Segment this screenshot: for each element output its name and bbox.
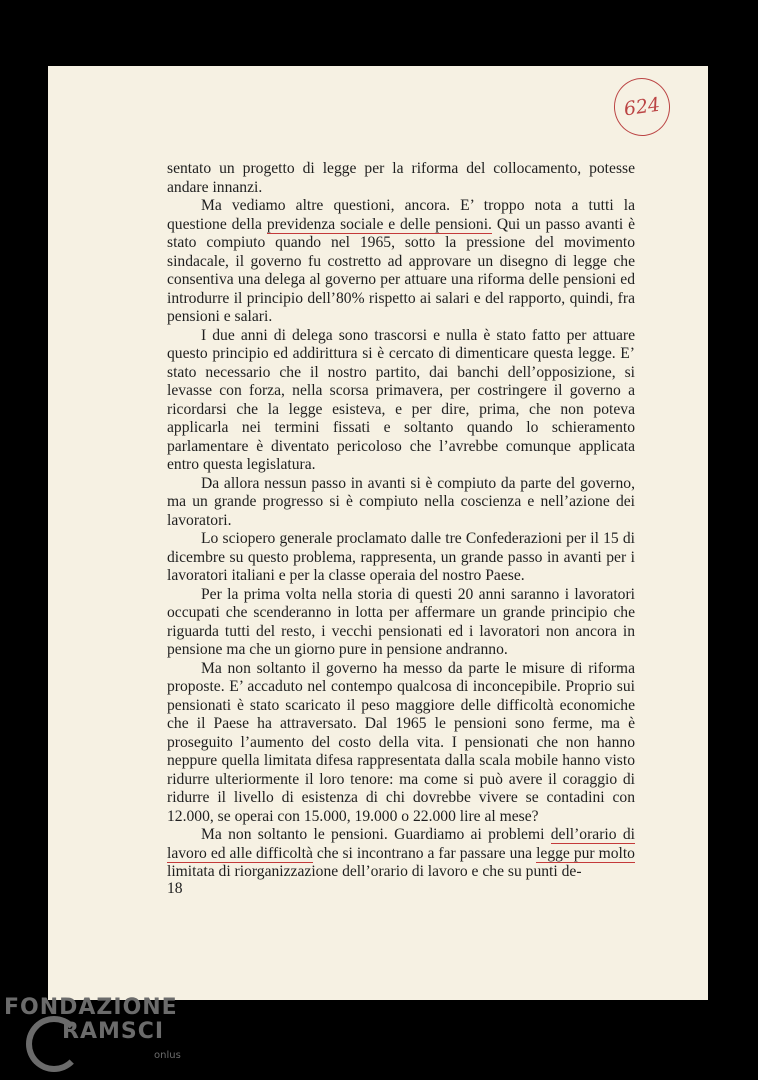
text-run: che si incontrano a far passare una [312, 844, 537, 862]
underlined-phrase: legge pur molto [536, 844, 635, 862]
text-run: Ma non soltanto le pensioni. Guardiamo ai problemi [201, 826, 551, 843]
archive-number-mark: 624 [610, 74, 674, 139]
text-run: I due anni di delega sono trascorsi e nulla è stato fatto per attuare questo principio ed addirittura si è cercato di dimenticare questa legge. E’ stato necessario che il nostro partito, dai banchi dell’opposizione, si levasse con forza, nella scorsa primavera, per costringere il governo a ricordarsi che la legge esisteva, e per dire, prima, che non poteva applicarla nei termini fissati e soltanto quando lo schieramento parlamentare è diventato pericoloso che l’avrebbe comunque applicata entro questa legislatura. [167, 326, 635, 473]
text-run: Ma non soltanto il governo ha messo da parte le misure di riforma proposte. E’ accaduto nel contempo qualcosa di inconcepibile. Proprio sui pensionati è stato scaricato il peso maggiore delle difficoltà economiche che il Paese ha attraversato. Dal 1965 le pensioni sono ferme, ma è proseguito l’aumento del costo della vita. I pensionati che non hanno neppure quella limitata difesa rappresentata dalla scala mobile hanno visto ridurre ulteriormente il loro tenore: ma come si può avere il coraggio di ridurre il livello di esistenza di chi dovrebbe vivere se contadini con 12.000, se operai con 15.000, 19.000 o 22.000 lire al mese? [167, 659, 635, 825]
paragraph [167, 160, 635, 197]
text-run: Lo sciopero generale proclamato dalle tre Confederazioni per il 15 di dicembre su questo problema, rappresenta, un grande passo in avanti per i lavoratori italiani e per la classe operaia del nostro Paese. [167, 530, 635, 584]
paragraph [167, 660, 635, 827]
text-run: sentato un progetto di legge per la riforma del collocamento, potesse andare innanzi. [167, 160, 635, 196]
page-number: 18 [167, 880, 183, 897]
paragraph [167, 586, 635, 660]
body-text [167, 160, 635, 882]
text-run: Ma vediamo altre questioni, ancora. E’ troppo nota a tutti la questione della [167, 197, 635, 233]
paragraph [167, 197, 635, 327]
paragraph [167, 826, 635, 882]
paragraph [167, 530, 635, 586]
logo-line-1: FONDAZIONE [4, 995, 178, 1020]
paragraph [167, 475, 635, 531]
underlined-phrase: previdenza sociale e delle pensioni. [266, 215, 492, 233]
text-run: Per la prima volta nella storia di questi 20 anni saranno i lavoratori occupati che scenderanno in lotta per affermare un grande principio che riguarda tutti del resto, i vecchi pensionati ed i lavoratori non ancora in pensione ma che un giorno pure in pensione andranno. [167, 585, 635, 658]
text-run: Qui un passo avanti è stato compiuto quando nel 1965, sotto la pressione del movimento sindacale, il governo fu costretto ad approvare un disegno di legge che consentiva una delega al governo per attuare una riforma delle pensioni ed introdurre il principio dell’80% rispetto ai salari e del rapporto, quindi, fra pensioni e salari. [167, 215, 635, 325]
logo-line-2 [62, 1020, 178, 1044]
paragraph [167, 327, 635, 475]
logo-line-2-text: RAMSCI [62, 1019, 165, 1044]
fondazione-gramsci-logo [4, 995, 181, 1061]
text-run: limitata di riorganizzazione dell’orario di lavoro e che su punti de- [167, 863, 582, 880]
underlined-phrase: dell’orario di lavoro ed alle difficoltà [167, 826, 635, 862]
logo-g-icon [26, 1016, 82, 1072]
text-run: Da allora nessun passo in avanti si è compiuto da parte del governo, ma un grande progresso si è compiuto nella coscienza e nell’azione dei lavoratori. [167, 474, 635, 529]
logo-suffix: onlus [154, 1050, 181, 1061]
